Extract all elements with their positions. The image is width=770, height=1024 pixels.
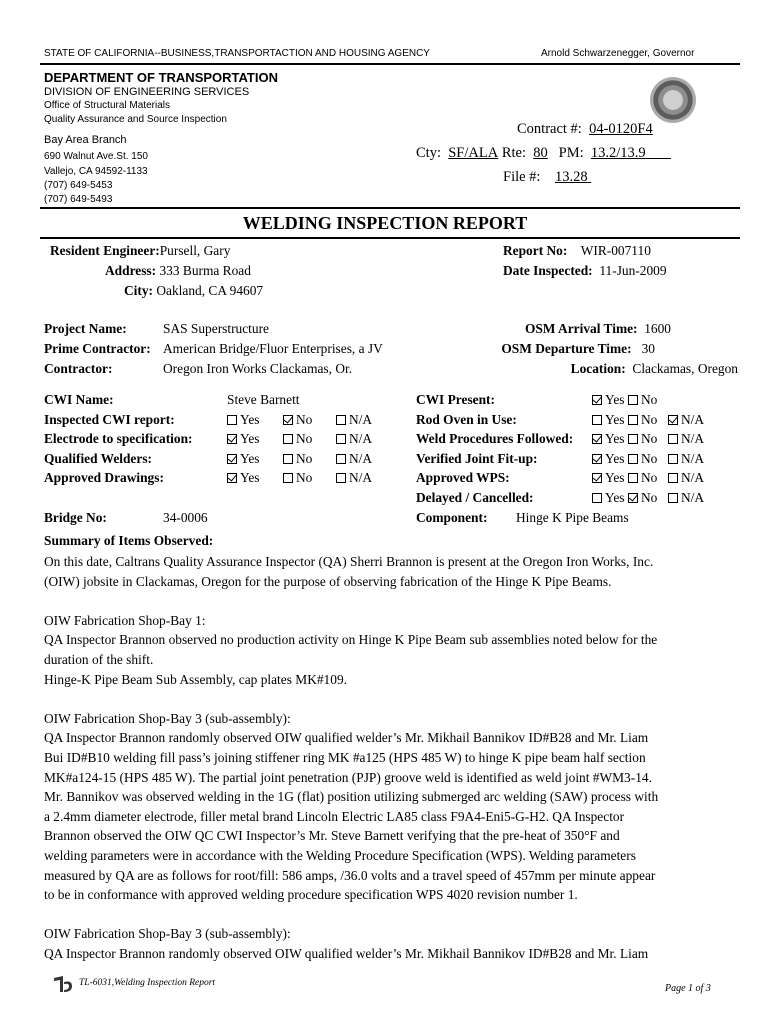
unchecked-box-icon[interactable] [336, 434, 346, 444]
office-line-2: Quality Assurance and Source Inspection [44, 114, 227, 125]
check-options [592, 470, 712, 486]
header-rule [40, 63, 740, 65]
option-yes[interactable]: Yes [592, 451, 628, 467]
branch-name: Bay Area Branch [44, 134, 127, 146]
summary-line: On this date, Caltrans Quality Assurance Inspector (QA) Sherri Brannon is present at the Oregon Iron Works, Inc. [44, 554, 654, 569]
osm-departure-time: OSM Departure Time: 30 [501, 341, 655, 356]
office-line-1: Office of Structural Materials [44, 100, 170, 111]
form-id: TL-6031,Welding Inspection Report [79, 978, 216, 988]
file-number: File #: 13.28 [503, 169, 588, 185]
checked-box-icon[interactable] [227, 454, 237, 464]
unchecked-box-icon[interactable] [628, 415, 638, 425]
page-number: Page 1 of 3 [665, 983, 711, 994]
option-yes[interactable]: Yes [592, 392, 628, 408]
location: Location: Clackamas, Oregon [570, 361, 738, 376]
summary-line: OIW Fabrication Shop-Bay 3 (sub-assembly): [44, 710, 291, 726]
option-no[interactable]: No [628, 392, 668, 408]
summary-line: to be in conformance with approved welding procedure specification WPS 4020 revision number 1. [44, 887, 578, 903]
component-label: Component: [416, 510, 488, 525]
unchecked-box-icon[interactable] [628, 473, 638, 483]
date-inspected: Date Inspected: 11-Jun-2009 [503, 263, 667, 278]
summary-line: measured by QA are as follows for root/fill: 586 amps, /36.0 volts and a travel speed of 457mm per minute appear [44, 867, 656, 883]
summary-line: QA Inspector Brannon randomly observed OIW qualified welder’s Mr. Mikhail Bannikov ID#B28 and Mr. Liam [44, 945, 649, 961]
option-no[interactable]: No [283, 412, 330, 428]
prime-contractor-label: Prime Contractor: [44, 341, 151, 356]
location-codes: Cty: SF/ALA Rte: 80 PM: 13.2/13.9 [416, 145, 646, 161]
check-options [592, 392, 668, 408]
option-no[interactable]: No [628, 412, 668, 428]
option-yes[interactable]: Yes [227, 431, 277, 447]
branch-address-1: 690 Walnut Ave.St. 150 [44, 151, 148, 162]
unchecked-box-icon[interactable] [336, 454, 346, 464]
unchecked-box-icon[interactable] [628, 434, 638, 444]
option-no[interactable]: No [283, 451, 330, 467]
option-yes[interactable]: Yes [592, 431, 628, 447]
check-label: Electrode to specification: [44, 431, 193, 447]
unchecked-box-icon[interactable] [227, 415, 237, 425]
report-title: WELDING INSPECTION REPORT [242, 213, 528, 233]
check-label: Verified Joint Fit-up: [416, 450, 538, 466]
option-yes[interactable]: Yes [227, 412, 277, 428]
unchecked-box-icon[interactable] [628, 395, 638, 405]
summary-line: MK#a124-15 (HPS 485 W). The partial joint penetration (PJP) groove weld is identified as weld joint #WM3-14. [44, 769, 652, 785]
unchecked-box-icon[interactable] [668, 473, 678, 483]
summary-line: Mr. Bannikov was observed welding in the 1G (flat) position utilizing submerged arc welding (SAW) process with [44, 789, 659, 805]
check-label: CWI Present: [416, 392, 495, 407]
osm-arrival-time: OSM Arrival Time: 1600 [524, 321, 671, 336]
engineer-city: City: Oakland, CA 94607 [124, 283, 264, 298]
unchecked-box-icon[interactable] [336, 415, 346, 425]
summary-line: OIW Fabrication Shop-Bay 3 (sub-assembly): [44, 926, 291, 942]
unchecked-box-icon[interactable] [283, 454, 293, 464]
summary-heading: Summary of Items Observed: [44, 533, 214, 548]
summary-line [44, 905, 744, 925]
option-yes[interactable]: Yes [592, 490, 628, 506]
summary-line: Bui ID#B10 welding fill pass’s joining stiffener ring MK #a125 (HPS 485 W) to hinge K pipe beam half section [44, 749, 646, 765]
summary-line: a 2.4mm diameter electrode, filler metal brand Lincoln Electric LA85 class F9A4-Eni5-G-H2. QA Inspector [44, 808, 625, 824]
summary-line [44, 689, 744, 709]
check-label: Qualified Welders: [44, 450, 152, 466]
cwi-name-value: Steve Barnett [227, 392, 300, 407]
option-yes[interactable]: Yes [227, 451, 277, 467]
summary-line: welding parameters were in accordance with the Welding Procedure Specification (WPS). Welding parameters [44, 847, 636, 863]
resident-engineer: Resident Engineer:Pursell, Gary [50, 243, 231, 258]
checked-box-icon[interactable] [592, 434, 602, 444]
option-no[interactable]: No [628, 431, 668, 447]
project-name-label: Project Name: [44, 321, 127, 336]
checked-box-icon[interactable] [592, 473, 602, 483]
checked-box-icon[interactable] [592, 395, 602, 405]
option-na[interactable]: N/A [336, 431, 372, 447]
summary-line: QA Inspector Brannon randomly observed OIW qualified welder’s Mr. Mikhail Bannikov ID#B28 and Mr. Liam [44, 730, 649, 746]
option-na[interactable]: N/A [668, 412, 704, 428]
unchecked-box-icon[interactable] [592, 415, 602, 425]
contractor-value: Oregon Iron Works Clackamas, Or. [163, 361, 353, 376]
governor-line: Arnold Schwarzenegger, Governor [541, 48, 695, 59]
check-options [227, 451, 380, 467]
checked-box-icon[interactable] [592, 454, 602, 464]
component-value: Hinge K Pipe Beams [516, 510, 629, 525]
summary-line [44, 591, 744, 611]
option-na[interactable]: N/A [336, 412, 372, 428]
option-na[interactable]: N/A [668, 431, 704, 447]
summary-line: Hinge-K Pipe Beam Sub Assembly, cap plates MK#109. [44, 671, 347, 687]
department-title: DEPARTMENT OF TRANSPORTATION [44, 70, 278, 85]
summary-line: (OIW) jobsite in Clackamas, Oregon for the purpose of observing fabrication of the Hinge K Pipe Beams. [44, 573, 612, 589]
branch-phone-2: (707) 649-5493 [44, 194, 113, 205]
agency-line: STATE OF CALIFORNIA--BUSINESS,TRANSPORTACTION AND HOUSING AGENCY [44, 48, 430, 59]
check-label: Approved WPS: [416, 470, 510, 486]
unchecked-box-icon[interactable] [668, 434, 678, 444]
option-na[interactable]: N/A [336, 451, 372, 467]
check-label: Weld Procedures Followed: [416, 431, 574, 447]
unchecked-box-icon[interactable] [592, 493, 602, 503]
checked-box-icon[interactable] [227, 473, 237, 483]
division-line: DIVISION OF ENGINEERING SERVICES [44, 86, 250, 98]
check-options [592, 490, 712, 506]
summary-line: OIW Fabrication Shop-Bay 1: [44, 612, 206, 628]
contract-number: Contract #: 04-0120F4 [517, 121, 653, 137]
check-options [227, 470, 380, 486]
option-yes[interactable]: Yes [592, 470, 628, 486]
option-no[interactable]: No [628, 470, 668, 486]
checked-box-icon[interactable] [227, 434, 237, 444]
summary-line: Brannon observed the OIW QC CWI Inspector’s Mr. Steve Barnett verifying that the pre-heat of 350°F and [44, 828, 620, 844]
report-number: Report No: WIR-007110 [503, 243, 651, 258]
option-no[interactable]: No [628, 490, 668, 506]
unchecked-box-icon[interactable] [668, 454, 678, 464]
unchecked-box-icon[interactable] [628, 454, 638, 464]
prime-contractor-value: American Bridge/Fluor Enterprises, a JV [163, 341, 383, 356]
check-options [592, 451, 712, 467]
option-yes[interactable]: Yes [592, 412, 628, 428]
title-rule-bottom [40, 237, 740, 239]
checked-box-icon[interactable] [628, 493, 638, 503]
bridge-value: 34-0006 [163, 510, 208, 525]
branch-address-2: Vallejo, CA 94592-1133 [44, 166, 148, 177]
option-na[interactable]: N/A [668, 490, 704, 506]
check-options [592, 431, 712, 447]
summary-line: duration of the shift. [44, 651, 154, 667]
state-seal-logo [650, 77, 696, 123]
bridge-label: Bridge No: [44, 510, 107, 525]
unchecked-box-icon[interactable] [283, 473, 293, 483]
unchecked-box-icon[interactable] [336, 473, 346, 483]
check-label: CWI Name: [44, 392, 114, 407]
engineer-address: Address: 333 Burma Road [105, 263, 251, 278]
option-no[interactable]: No [283, 470, 330, 486]
check-label: Inspected CWI report: [44, 411, 175, 427]
caltrans-logo [52, 974, 74, 994]
summary-body [44, 552, 744, 963]
check-options [592, 412, 712, 428]
branch-phone-1: (707) 649-5453 [44, 180, 113, 191]
summary-line: QA Inspector Brannon observed no production activity on Hinge K Pipe Beam sub assemblies noted below for the [44, 632, 658, 648]
option-yes[interactable]: Yes [227, 470, 277, 486]
title-rule-top [40, 207, 740, 209]
option-na[interactable]: N/A [668, 451, 704, 467]
project-name-value: SAS Superstructure [163, 321, 270, 336]
option-no[interactable]: No [628, 451, 668, 467]
option-na[interactable]: N/A [668, 470, 704, 486]
check-options [227, 412, 380, 428]
unchecked-box-icon[interactable] [283, 434, 293, 444]
check-label: Approved Drawings: [44, 470, 164, 486]
option-na[interactable]: N/A [336, 470, 372, 486]
checked-box-icon[interactable] [668, 415, 678, 425]
checked-box-icon[interactable] [283, 415, 293, 425]
option-no[interactable]: No [283, 431, 330, 447]
contractor-label: Contractor: [44, 361, 113, 376]
check-label: Rod Oven in Use: [416, 411, 517, 427]
check-label: Delayed / Cancelled: [416, 490, 534, 505]
unchecked-box-icon[interactable] [668, 493, 678, 503]
check-options [227, 431, 380, 447]
